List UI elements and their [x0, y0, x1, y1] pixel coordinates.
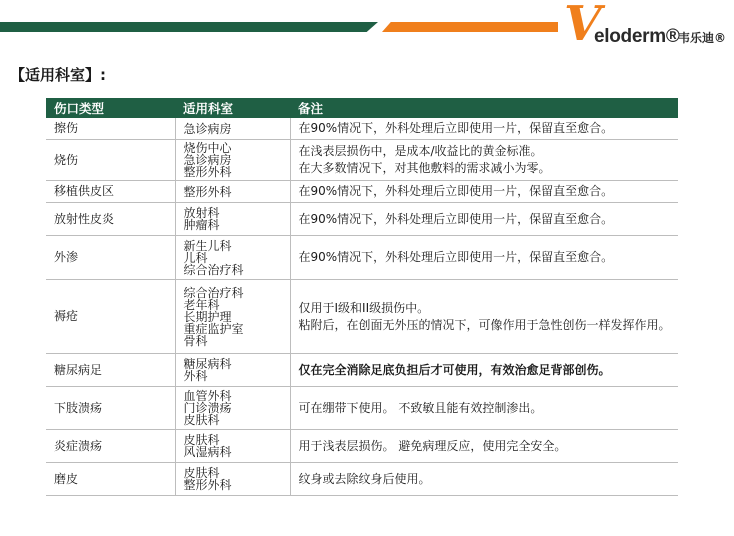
department-line: 新生儿科: [183, 238, 232, 253]
notes-cell: [290, 387, 678, 430]
header-department: 适用科室: [175, 98, 290, 118]
table-row: [46, 280, 678, 354]
notes-cell: [290, 354, 678, 387]
department-cell: [175, 463, 290, 496]
department-cell: [175, 181, 290, 203]
header-notes: 备注: [290, 98, 678, 118]
brand-logo: [564, 0, 730, 52]
department-cell: [175, 430, 290, 463]
wound-type-cell: 磨皮: [46, 463, 175, 496]
department-line: 整形外科: [183, 478, 232, 492]
department-cell: [175, 387, 290, 430]
header-green-bar: [0, 22, 378, 32]
department-line: 重症监护室: [183, 321, 244, 336]
department-line: 骨科: [183, 333, 208, 348]
note-line: 在90%情况下，外科处理后立即使用一片，保留直至愈合。: [298, 211, 614, 226]
wound-type-cell: 擦伤: [46, 118, 175, 140]
department-cell: [175, 354, 290, 387]
table-header-row: [46, 98, 678, 118]
department-cell: [175, 118, 290, 140]
notes-cell: [290, 430, 678, 463]
note-line: 在大多数情况下，对其他敷料的需求减小为零。: [298, 161, 551, 175]
note-line: 在浅表层损伤中，是成本/收益比的黄金标准。: [298, 144, 543, 158]
department-line: 放射科: [183, 206, 220, 220]
section-heading: 【适用科室】:: [10, 66, 106, 84]
header-orange-bar: [382, 22, 558, 32]
department-table: [46, 98, 678, 496]
notes-cell: [290, 236, 678, 280]
notes-cell: [290, 118, 678, 140]
department-line: 糖尿病科: [183, 357, 232, 371]
note-line: 在90%情况下，外科处理后立即使用一片，保留直至愈合。: [298, 184, 614, 198]
wound-type-cell: 外渗: [46, 236, 175, 280]
department-line: 急诊病房: [183, 153, 232, 167]
table-row: [46, 236, 678, 280]
wound-type-cell: 糖尿病足: [46, 354, 175, 387]
note-line: 在90%情况下，外科处理后立即使用一片，保留直至愈合。: [298, 121, 614, 135]
department-line: 门诊溃疡: [183, 401, 232, 415]
department-line: 皮肤科: [183, 413, 220, 427]
department-line: 综合治疗科: [183, 262, 244, 277]
notes-cell: [290, 181, 678, 203]
department-line: 风湿病科: [183, 445, 232, 459]
department-line: 整形外科: [183, 184, 232, 199]
note-line: 用于浅表层损伤。 避免病理反应，使用完全安全。: [298, 438, 567, 453]
table-row: [46, 181, 678, 203]
notes-cell: [290, 280, 678, 354]
department-line: 急诊病房: [183, 121, 232, 136]
table-row: [46, 203, 678, 236]
note-line: 粘附后，在创面无外压的情况下，可像作用于急性创伤一样发挥作用。: [298, 317, 671, 332]
wound-type-cell: 移植供皮区: [46, 181, 175, 203]
department-cell: [175, 140, 290, 181]
note-line: 仅用于I级和II级损伤中。: [298, 300, 430, 315]
department-line: 外科: [183, 369, 208, 383]
department-cell: [175, 203, 290, 236]
note-line: 仅在完全消除足底负担后才可使用，有效治愈足背部创伤。: [298, 362, 611, 377]
header-wound-type: 伤口类型: [46, 98, 175, 118]
logo-chinese-name: 韦乐迪®: [678, 31, 727, 45]
table-row: [46, 463, 678, 496]
notes-cell: [290, 203, 678, 236]
department-line: 老年科: [183, 297, 220, 312]
department-cell: [175, 236, 290, 280]
department-line: 长期护理: [183, 309, 232, 324]
logo-wordmark: eloderm®: [594, 26, 680, 47]
department-line: 血管外科: [183, 389, 232, 403]
note-line: 纹身或去除纹身后使用。: [298, 471, 431, 486]
department-line: 肿瘤科: [183, 218, 220, 232]
table-row: [46, 430, 678, 463]
department-line: 儿科: [183, 250, 208, 265]
department-line: 综合治疗科: [183, 285, 244, 300]
wound-type-cell: 褥疮: [46, 280, 175, 354]
wound-type-cell: 下肢溃疡: [46, 387, 175, 430]
department-line: 皮肤科: [183, 466, 220, 480]
wound-type-cell: 烧伤: [46, 140, 175, 181]
logo-initial: V: [564, 0, 602, 52]
wound-type-cell: 炎症溃疡: [46, 430, 175, 463]
table-row: [46, 118, 678, 140]
department-line: 整形外科: [183, 165, 232, 179]
note-line: 在90%情况下，外科处理后立即使用一片，保留直至愈合。: [298, 250, 614, 264]
notes-cell: [290, 463, 678, 496]
wound-type-cell: 放射性皮炎: [46, 203, 175, 236]
table-row: [46, 140, 678, 181]
department-line: 皮肤科: [183, 433, 220, 447]
table-row: [46, 387, 678, 430]
department-cell: [175, 280, 290, 354]
department-line: 烧伤中心: [183, 141, 232, 155]
table-row: [46, 354, 678, 387]
notes-cell: [290, 140, 678, 181]
note-line: 可在绷带下使用。 不致敏且能有效控制渗出。: [298, 400, 543, 415]
